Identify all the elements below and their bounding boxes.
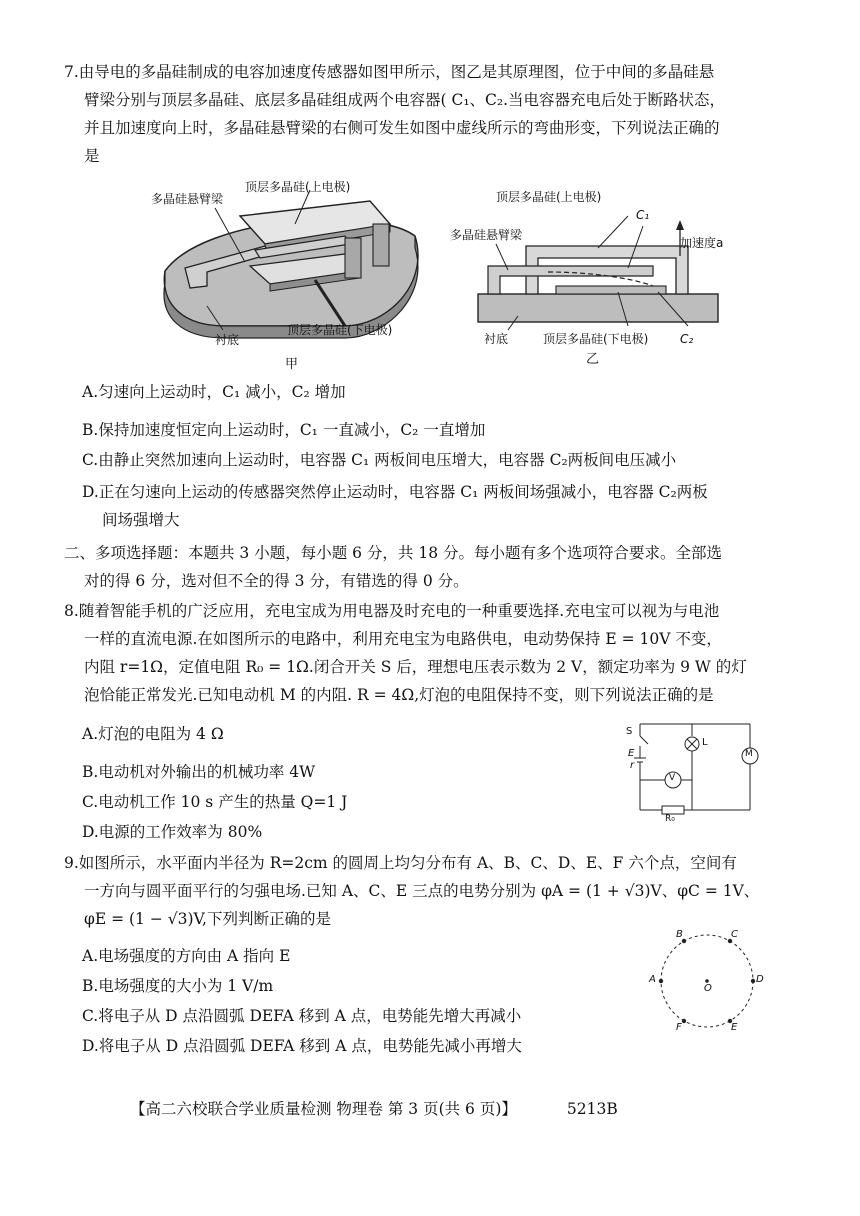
circle-label-e: E [731,1022,738,1033]
circle-label-c: C [731,929,738,940]
circuit-label-v: V [669,773,676,783]
circle-label-d: D [756,974,764,985]
q9-option-c: C.将电子从 D 点沿圆弧 DEFA 移到 A 点，电势能先增大再减小 [82,1007,522,1025]
q8-stem-line: 8.随着智能手机的广泛应用，充电宝成为用电器及时充电的一种重要选择.充电宝可以视为与电池 [64,602,720,620]
q8-option-d: D.电源的工作效率为 80% [82,823,263,841]
jia-label-sub: 衬底 [215,333,240,347]
q7-option-d-cont: 间场强增大 [102,511,180,529]
q8-stem [64,597,800,709]
circle-label-f: F [676,1022,682,1033]
q8-stem-line: 内阻 r=1Ω，定值电阻 R₀ = 1Ω.闭合开关 S 后，理想电压表示数为 2 V，额定功率为 9 W 的灯 [84,658,747,676]
page-footer [130,1097,618,1119]
circle-label-o: O [704,983,712,994]
q9-option-d: D.将电子从 D 点沿圆弧 DEFA 移到 A 点，电势能先减小再增大 [82,1037,522,1055]
circuit-label-m: M [745,749,753,759]
q7-stem-line: 并且加速度向上时，多晶硅悬臂梁的右侧可发生如图中虚线所示的弯曲形变，下列说法正确的 [84,119,720,137]
section2-line: 二、多项选择题：本题共 3 小题，每小题 6 分，共 18 分。每小题有多个选项符合要求。全部选 [64,544,723,562]
footer-code: 5213B [566,1100,618,1118]
q7-stem-line: 7.由导电的多晶硅制成的电容加速度传感器如图甲所示，图乙是其原理图，位于中间的多晶硅悬 [64,63,715,81]
jia-caption: 甲 [285,357,299,372]
q9-circle-figure [640,926,770,1036]
q8-stem-line: 泡恰能正常发光.已知电动机 M 的内阻. R = 4Ω,灯泡的电阻保持不变，则下列说法正确的是 [84,686,714,704]
jia-label-beam: 多晶硅悬臂梁 [151,192,224,206]
footer-text: 【高二六校联合学业质量检测 物理卷 第 3 页(共 6 页)】 [130,1100,517,1118]
circuit-label-e: E [628,748,635,759]
yi-label-c1: C₁ [636,208,650,222]
yi-label-beam: 多晶硅悬臂梁 [450,228,523,242]
figure-yi [448,186,738,366]
q7-option-c: C.由静止突然加速向上运动时，电容器 C₁ 两板间电压增大，电容器 C₂两板间电压减小 [82,451,677,469]
q7-stem-line: 臂梁分别与顶层多晶硅、底层多晶硅组成两个电容器( C₁、C₂.当电容器充电后处于断路状态， [84,91,726,109]
yi-label-c2: C₂ [680,332,694,346]
jia-label-top: 顶层多晶硅(上电极) [245,180,351,194]
yi-label-sub: 衬底 [484,332,509,346]
circuit-label-r0: R₀ [665,814,675,824]
circle-label-a: A [649,974,656,985]
circle-drawing [640,926,770,1036]
circuit-label-s: S [626,726,633,737]
yi-label-acc: 加速度a [680,236,724,250]
circuit-label-r: r [630,760,635,771]
yi-label-bottom: 顶层多晶硅(下电极) [543,332,649,346]
q9-option-b: B.电场强度的大小为 1 V/m [82,977,274,995]
q7-option-a: A.匀速向上运动时，C₁ 减小，C₂ 增加 [82,383,346,401]
q9-stem-line: φE = (1 − √3)V,下列判断正确的是 [84,910,331,928]
yi-label-top: 顶层多晶硅(上电极) [496,190,602,204]
figure-jia [145,176,435,372]
circle-label-b: B [676,929,683,940]
q8-option-c: C.电动机工作 10 s 产生的热量 Q=1 J [82,793,348,811]
circuit-drawing [620,714,780,824]
q7-option-d: D.正在匀速向上运动的传感器突然停止运动时，电容器 C₁ 两板间场强减小，电容器 C₂两板 [82,483,708,501]
q8-stem-line: 一样的直流电源.在如图所示的电路中，利用充电宝为电路供电，电动势保持 E = 10V 不变， [84,630,722,648]
q9-stem-line: 一方向与圆平面平行的匀强电场.已知 A、C、E 三点的电势分别为 φA = (1 + √3)V、φC = 1V、 [84,882,760,900]
q7-option-b: B.保持加速度恒定向上运动时，C₁ 一直减小，C₂ 一直增加 [82,421,486,439]
yi-caption: 乙 [586,352,600,367]
q9-option-a: A.电场强度的方向由 A 指向 E [82,947,291,965]
jia-label-bottom: 顶层多晶硅(下电极) [287,323,393,337]
q8-circuit [620,714,780,824]
q8-option-b: B.电动机对外输出的机械功率 4W [82,763,316,781]
circuit-label-l: L [702,737,708,748]
q7-stem-line: 是 [84,147,100,165]
section2-header [64,539,800,595]
section2-line: 对的得 6 分，选对但不全的得 3 分，有错选的得 0 分。 [84,572,469,590]
q7-stem [64,58,800,170]
q9-stem [64,849,800,933]
q8-option-a: A.灯泡的电阻为 4 Ω [82,725,224,743]
q9-stem-line: 9.如图所示，水平面内半径为 R=2cm 的圆周上均匀分布有 A、B、C、D、E、F 六个点，空间有 [64,854,737,872]
